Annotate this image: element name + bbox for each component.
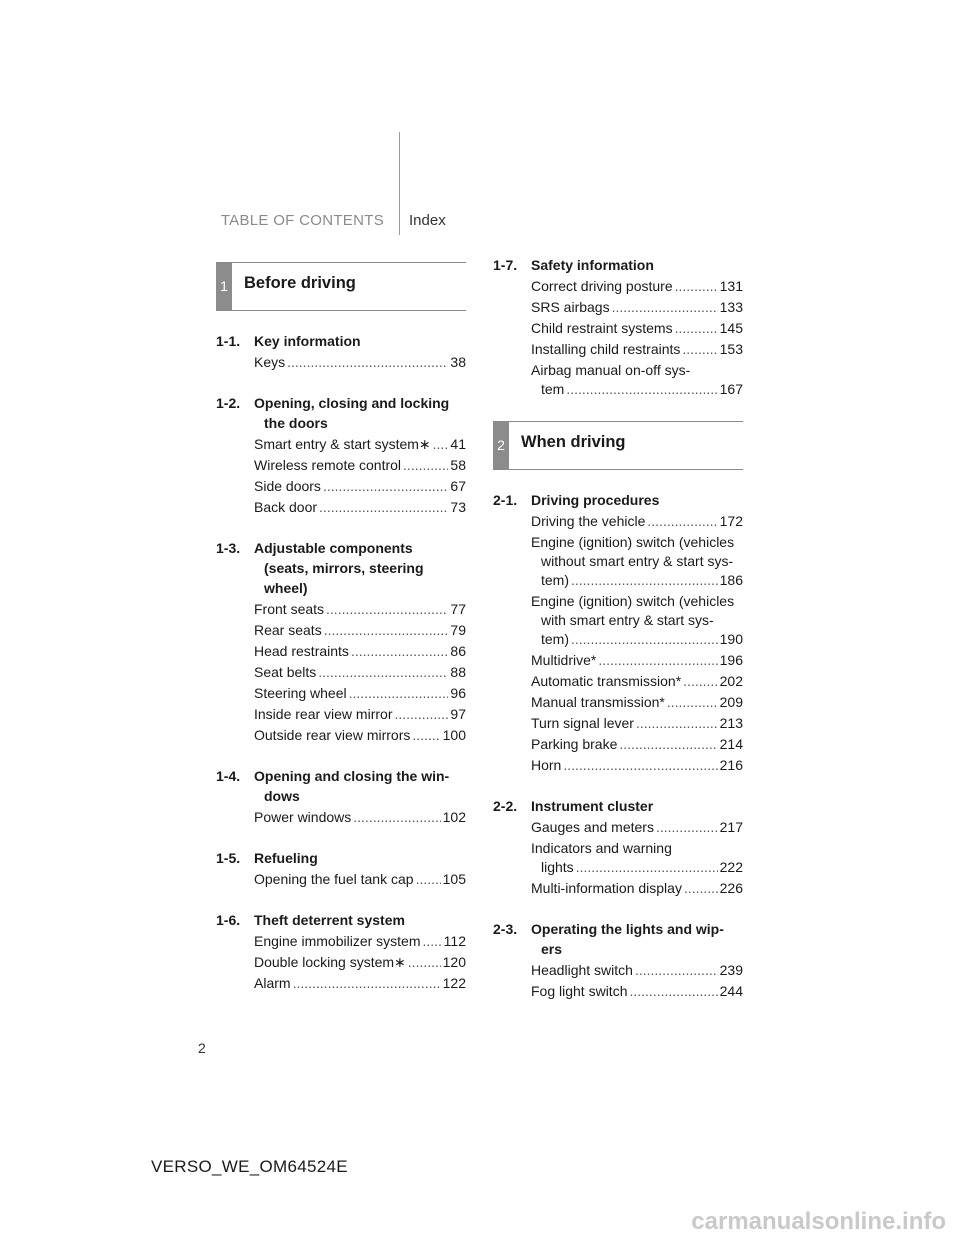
page-number: 2 [198,1040,206,1056]
chapter-heading [216,910,466,930]
toc-entry[interactable] [216,477,466,496]
dot-leader [318,663,448,682]
entry-page: 145 [719,320,743,336]
chapter-title-line: Adjustable components [254,540,413,556]
dot-leader [416,870,441,889]
entry-page: 222 [719,859,743,875]
dot-leader [394,705,448,724]
toc-entry[interactable] [216,974,466,993]
entry-label-line: lights [541,859,574,875]
toc-entry[interactable] [493,298,743,317]
chapter-title [254,331,466,351]
toc-entry[interactable] [216,498,466,517]
chapter-heading [216,766,466,806]
entry-label: Power windows [254,809,352,825]
entry-label: Engine immobilizer system [254,933,421,949]
entry-page: 202 [719,673,743,689]
entry-label: Keys [254,354,286,370]
toc-entry[interactable] [216,621,466,640]
chapter-title-line: Opening, closing and locking [254,395,450,411]
dot-leader [675,319,718,338]
chapter-number: 1-3. [216,540,241,556]
entry-page: 213 [719,715,743,731]
watermark: carmanualsonline.info [691,1208,946,1235]
chapter-title-line: ers [541,941,563,957]
entry-page: 67 [450,478,466,494]
section-title: When driving [521,433,626,451]
dot-leader [349,684,449,703]
entry-label: Automatic transmission* [531,673,682,689]
header-divider [399,132,400,235]
entry-page: 122 [442,975,466,991]
chapter-number: 1-1. [216,333,241,349]
entry-label: Fog light switch [531,983,628,999]
toc-chapter [216,538,466,745]
toc-chapter [216,766,466,827]
dot-leader [326,600,448,619]
entry-label: Seat belts [254,664,317,680]
right-column [493,255,743,1022]
entry-label-line: Engine (ignition) switch (vehicles [531,534,735,550]
entry-page: 167 [719,381,743,397]
entry-label: Multidrive* [531,652,597,668]
chapter-heading [216,538,466,598]
chapter-number: 1-6. [216,912,241,928]
chapter-heading [493,255,743,275]
entry-label: Front seats [254,601,325,617]
chapter-title-line: Key information [254,333,361,349]
entry-label: Side doors [254,478,321,494]
toc-chapter [493,490,743,775]
dot-leader [576,858,718,877]
dot-leader [319,498,448,517]
toc-entry[interactable] [493,839,743,877]
entry-label: Back door [254,499,318,515]
dot-leader [323,477,448,496]
entry-page: 172 [719,513,743,529]
entry-label: SRS airbags [531,299,610,315]
entry-label-line: with smart entry & start sys- [541,612,714,628]
entry-page: 73 [450,499,466,515]
entry-label: Outside rear view mirrors [254,727,411,743]
chapter-title-line: Refueling [254,850,318,866]
document-code: VERSO_WE_OM64524E [151,1157,348,1176]
entry-page: 100 [442,727,466,743]
toc-entry[interactable] [493,756,743,775]
chapter-title-line: Operating the lights and wip- [531,921,724,937]
toc-chapter [216,393,466,517]
chapter-title-line: Opening and closing the win- [254,768,450,784]
entry-label-line: tem [541,381,565,397]
entry-page: 131 [719,278,743,294]
index-link[interactable]: Index [409,212,446,229]
dot-leader [351,642,448,661]
entry-last-line [531,571,743,590]
toc-entry[interactable] [493,818,743,837]
chapter-title-line: Theft deterrent system [254,912,405,928]
entry-page: 79 [450,622,466,638]
chapter-heading [493,919,743,959]
chapter-title [254,538,466,598]
dot-leader [566,380,717,399]
entry-label: Driving the vehicle [531,513,646,529]
toc-entry[interactable] [216,642,466,661]
entry-page: 214 [719,736,743,752]
entry-label: Head restraints [254,643,349,659]
toc-entry[interactable] [493,982,743,1001]
toc-entry[interactable] [493,512,743,531]
toc-entry[interactable] [216,705,466,724]
entry-label-line: Airbag manual on-off sys- [531,362,691,378]
dot-leader [683,672,717,691]
chapter-title [531,796,743,816]
dot-leader [412,726,440,745]
toc-chapter [493,919,743,1001]
toc-entry[interactable] [493,879,743,898]
entry-page: 190 [719,631,743,647]
entry-label-line: Engine (ignition) switch (vehicles [531,593,735,609]
dot-leader [656,818,718,837]
dot-leader [612,298,718,317]
chapter-number: 2-2. [493,798,518,814]
entry-last-line [531,630,743,649]
entry-label: Inside rear view mirror [254,706,393,722]
left-column [216,262,466,1014]
entry-label-line: tem) [541,572,569,588]
chapter-title [531,919,743,959]
chapter-title [254,910,466,930]
toc-entry[interactable] [493,277,743,296]
toc-entry[interactable] [216,600,466,619]
entry-page: 102 [442,809,466,825]
entry-page: 112 [443,933,466,949]
toc-entry[interactable] [493,961,743,980]
dot-leader [684,879,718,898]
toc-entry[interactable] [216,870,466,889]
toc-entry[interactable] [216,353,466,372]
chapter-number: 1-4. [216,768,241,784]
entry-page: 217 [719,819,743,835]
toc-entry[interactable] [493,592,743,649]
entry-label-line: Indicators and warning [531,840,672,856]
entry-last-line [531,858,743,877]
dot-leader [423,932,442,951]
toc-chapter [216,848,466,889]
section-header-when-driving [493,421,743,470]
toc-entry[interactable] [493,714,743,733]
chapter-number: 1-7. [493,257,518,273]
entry-label: Wireless remote control [254,457,402,473]
toc-link[interactable]: TABLE OF CONTENTS [220,212,384,229]
dot-leader [619,735,717,754]
toc-entry[interactable] [493,651,743,670]
dot-leader [293,974,441,993]
dot-leader [647,512,717,531]
dot-leader [408,953,441,972]
dot-leader [563,756,717,775]
chapter-heading [493,796,743,816]
toc-entry[interactable] [493,319,743,338]
toc-entry[interactable] [493,693,743,712]
entry-label: Multi-information display [531,880,682,896]
entry-page: 209 [719,694,743,710]
entry-page: 41 [450,436,466,452]
dot-leader [667,693,718,712]
toc-entry[interactable] [493,340,743,359]
entry-label: Headlight switch [531,962,633,978]
chapter-title-line: Instrument cluster [531,798,654,814]
chapter-title [254,848,466,868]
entry-page: 196 [719,652,743,668]
entry-page: 88 [450,664,466,680]
entry-last-line [531,380,743,399]
entry-page: 96 [450,685,466,701]
entry-label: Smart entry & start system∗ [254,436,431,452]
entry-page: 153 [719,341,743,357]
entry-page: 120 [442,954,466,970]
chapter-title [254,393,466,433]
toc-entry[interactable] [216,663,466,682]
entry-page: 226 [719,880,743,896]
entry-page: 105 [442,871,466,887]
dot-leader [635,961,718,980]
dot-leader [682,340,717,359]
entry-page: 38 [450,354,466,370]
chapter-title-line: wheel) [264,580,308,596]
toc-entry[interactable] [493,361,743,399]
entry-label: Rear seats [254,622,322,638]
chapter-heading [216,393,466,433]
dot-leader [629,982,717,1001]
dot-leader [675,277,718,296]
chapter-title-line: Driving procedures [531,492,660,508]
chapter-title-line: (seats, mirrors, steering [264,560,424,576]
toc-entry[interactable] [216,435,466,454]
entry-label-line: tem) [541,631,569,647]
toc-chapter [493,796,743,898]
dot-leader [571,630,718,649]
entry-page: 244 [719,983,743,999]
toc-chapter [216,910,466,993]
entry-label: Horn [531,757,562,773]
entry-label: Opening the fuel tank cap [254,871,414,887]
entry-label: Parking brake [531,736,618,752]
section-title: Before driving [244,274,356,292]
entry-label: Double locking system∗ [254,954,406,970]
section-header-before-driving [216,262,466,311]
toc-entry[interactable] [216,456,466,475]
toc-entry[interactable] [216,932,466,951]
chapter-title [531,255,743,275]
toc-entry[interactable] [216,953,466,972]
section-tab: 2 [493,422,509,469]
entry-page: 216 [719,757,743,773]
section-tab: 1 [216,263,232,310]
entry-label: Turn signal lever [531,715,634,731]
entry-label: Installing child restraints [531,341,681,357]
dot-leader [287,353,448,372]
entry-label-line: without smart entry & start sys- [541,553,734,569]
entry-page: 97 [450,706,466,722]
toc-chapter [216,331,466,372]
dot-leader [636,714,718,733]
toc-entry[interactable] [493,735,743,754]
chapter-number: 2-1. [493,492,518,508]
chapter-number: 1-5. [216,850,241,866]
dot-leader [598,651,717,670]
chapter-number: 2-3. [493,921,518,937]
entry-page: 77 [450,601,466,617]
dot-leader [433,435,449,454]
chapter-heading [216,331,466,351]
dot-leader [324,621,449,640]
dot-leader [353,808,440,827]
entry-label: Gauges and meters [531,819,654,835]
toc-chapter [493,255,743,399]
chapter-title [531,490,743,510]
toc-entry[interactable] [216,726,466,745]
entry-label: Alarm [254,975,291,991]
chapter-title-line: dows [264,788,300,804]
toc-entry[interactable] [216,684,466,703]
entry-label: Child restraint systems [531,320,673,336]
chapter-number: 1-2. [216,395,241,411]
entry-label: Correct driving posture [531,278,673,294]
entry-page: 239 [719,962,743,978]
entry-page: 186 [719,572,743,588]
chapter-heading [216,848,466,868]
entry-page: 58 [450,457,466,473]
entry-label: Manual transmission* [531,694,665,710]
toc-entry[interactable] [493,533,743,590]
chapter-title [254,766,466,806]
chapter-title-line: the doors [264,415,328,431]
chapter-heading [493,490,743,510]
entry-page: 86 [450,643,466,659]
toc-entry[interactable] [493,672,743,691]
entry-page: 133 [719,299,743,315]
toc-entry[interactable] [216,808,466,827]
chapter-title-line: Safety information [531,257,654,273]
entry-label: Steering wheel [254,685,347,701]
dot-leader [403,456,448,475]
dot-leader [571,571,718,590]
